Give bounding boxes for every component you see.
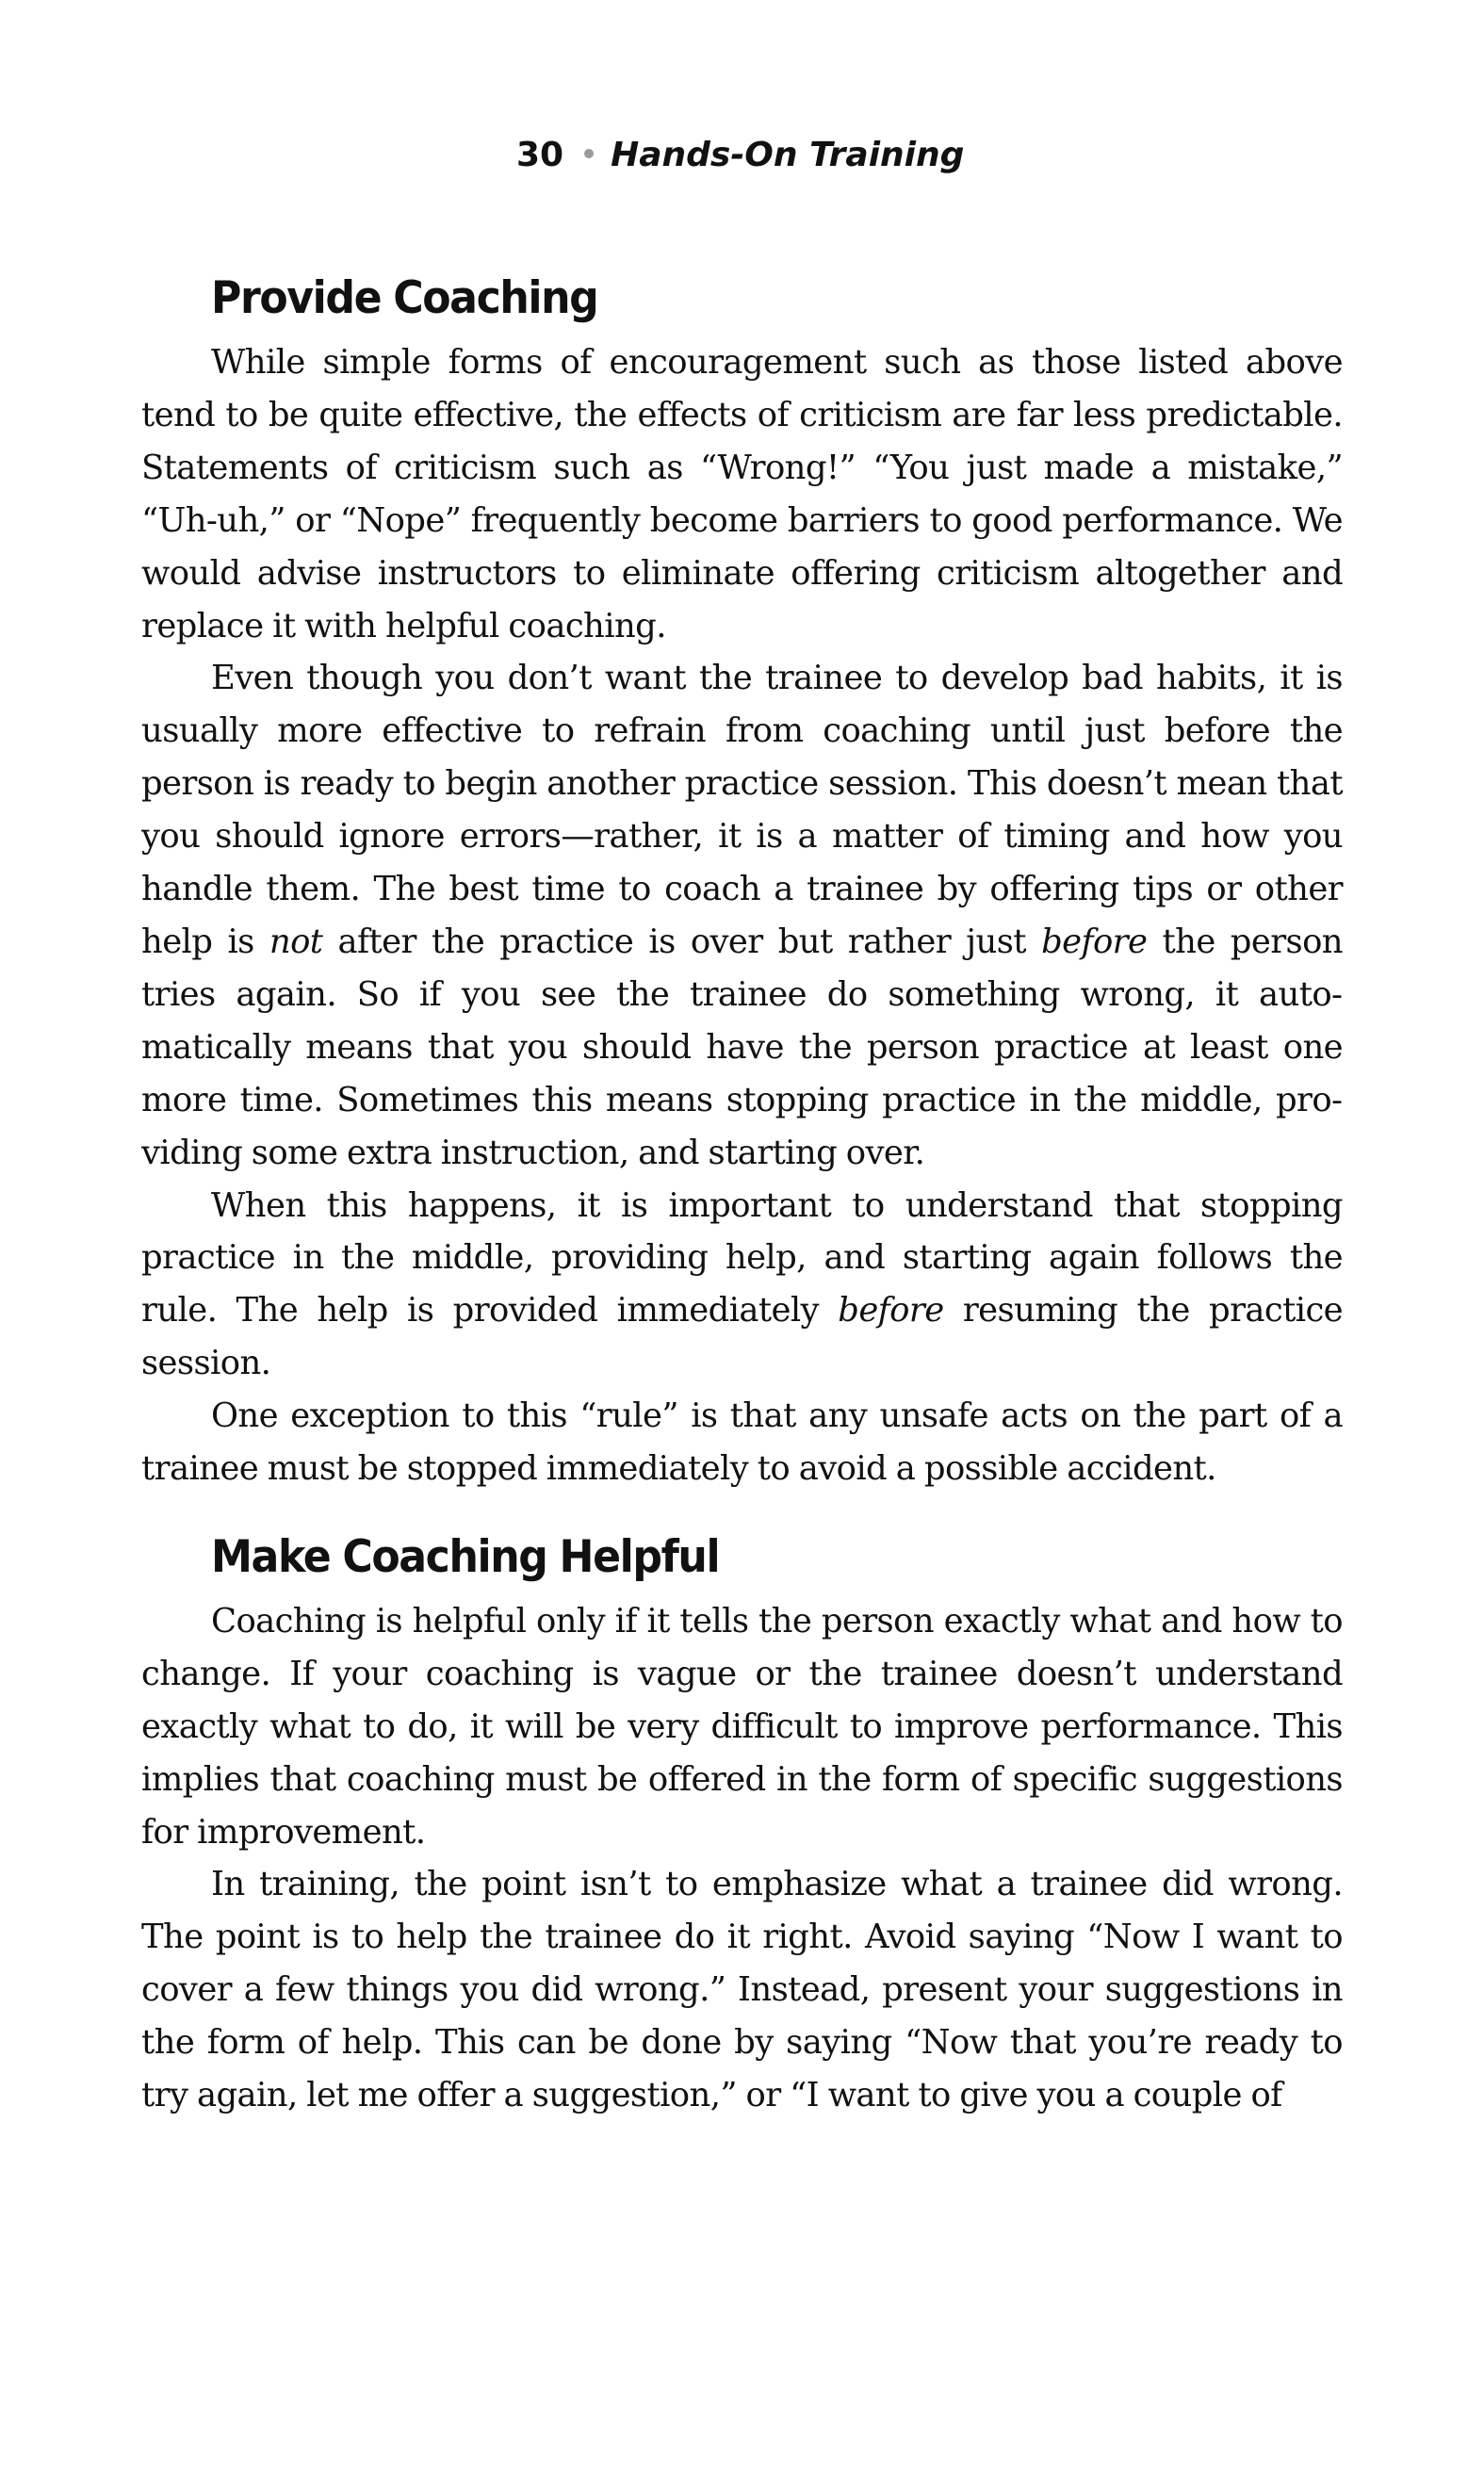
paragraph [141, 652, 1343, 1179]
paragraph: While simple forms of encouragement such as those listed above tend to be quite effective, the effects of criticism are far less predictable. Statements of criticism such as “Wrong!” “You just made a mistake,” “Uh-uh,” or “Nope” frequently become barriers to good performance. We would advise instructors to eliminate offering criticism altogether and replace it with helpful coaching. [141, 343, 1343, 645]
paragraph: Coaching is helpful only if it tells the person exactly what and how to change. If your coaching is vague or the trainee doesn’t understand exactly what to do, it will be very difficult to improve performance. This implies that coaching must be offered in the form of specific suggestions for improvement. [141, 1601, 1343, 1852]
page-number: 30 [516, 136, 564, 174]
running-head [516, 132, 964, 179]
paragraph [141, 1180, 1343, 1391]
paragraph-text: When this happens, it is important to understand that stopping practice in the middle, providing help, and starting again follows the rule. The help is provided immediately [141, 1185, 1343, 1330]
section-heading: Make Coaching Helpful [211, 1530, 720, 1583]
paragraph-text: the person tries again. So if you see the trainee do something wrong, it automatically means that you should have the person practice at least one more time. Sometimes this means stopping practice in the middle, providing some extra instruction, and starting over. [141, 922, 1343, 1172]
bullet-separator-icon [584, 149, 594, 158]
emphasis-text: not [269, 922, 323, 961]
paragraph-text: resuming the practice session. [141, 1291, 1344, 1383]
paragraph-text: Even though you don’t want the trainee to develop bad habits, it is usually more effective to refrain from coaching until just before the person is ready to begin another practice session. This doesn’t mean that you should ignore errors—rather, it is a matter of timing and how you handle them. The best time to coach a trainee by offering tips or other help is [141, 659, 1343, 961]
emphasis-text: before [1041, 922, 1148, 961]
page-body [141, 269, 1343, 2122]
emphasis-text: before [838, 1291, 944, 1330]
paragraph: In training, the point isn’t to emphasize what a trainee did wrong. The point is to help the trainee do it right. Avoid saying “Now I want to cover a few things you did wrong.” Instead, present your suggestions in the form of help. This can be done by saying “Now that you’re ready to try again, let me offer a suggestion,” or “I want to give you a couple of [141, 1865, 1343, 2115]
section-heading: Provide Coaching [211, 272, 598, 324]
paragraph: One exception to this “rule” is that any unsafe acts on the part of a trainee must be stopped immediately to avoid a possible accident. [141, 1396, 1343, 1489]
paragraph-text: after the practice is over but rather just [322, 922, 1042, 961]
running-head-title: Hands-On Training [611, 136, 965, 174]
